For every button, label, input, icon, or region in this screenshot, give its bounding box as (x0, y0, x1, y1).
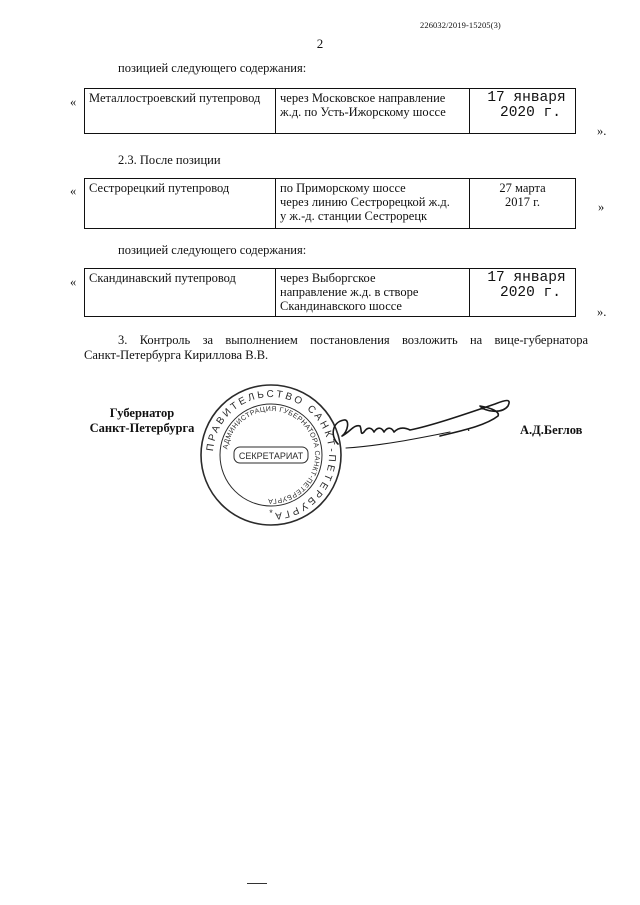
stamp-outer-text: ПРАВИТЕЛЬСТВО САНКТ-ПЕТЕРБУРГА (204, 388, 338, 522)
open-quote: « (70, 95, 77, 109)
paragraph-replacement-intro-2: позицией следующего содержания: (118, 243, 307, 257)
page-footer-line (247, 883, 267, 884)
object-name-cell: Скандинавский путепровод (85, 269, 276, 317)
close-quote: ». (597, 305, 607, 319)
position-table-3 (84, 268, 576, 317)
control-paragraph-line-2: Санкт-Петербурга Кириллова В.В. (84, 348, 269, 362)
document-number: 226032/2019-15205(3) (420, 20, 501, 30)
signatory-name: А.Д.Беглов (520, 423, 583, 437)
signature-dot: . (467, 419, 471, 434)
date-cell: 17 января 2020 г. (470, 89, 576, 134)
open-quote: « (70, 184, 77, 198)
close-quote: » (598, 200, 605, 214)
position-table-1 (84, 88, 576, 134)
object-name-cell: Металлостроевский путепровод (85, 89, 276, 134)
stamp-center-text: СЕКРЕТАРИАТ (238, 451, 304, 461)
position-table-2 (84, 178, 576, 229)
route-cell: через Выборгское направление ж.д. в створе Скандинавского шоссе (276, 269, 470, 317)
date-cell: 17 января 2020 г. (470, 269, 576, 317)
signatory-title: Губернатор Санкт-Петербурга (89, 406, 195, 435)
open-quote: « (70, 275, 77, 289)
close-quote: ». (597, 124, 607, 138)
object-name-cell: Сестрорецкий путепровод (85, 179, 276, 229)
date-cell: 27 марта 2017 г. (470, 179, 576, 229)
control-paragraph-line-1: 3. Контроль за выполнением постановления возложить на вице-губернатора (118, 333, 588, 347)
stamp-inner-text: АДМИНИСТРАЦИЯ ГУБЕРНАТОРА САНКТ-ПЕТЕРБУРГА (222, 405, 321, 505)
stamp-star-icon: * (269, 508, 273, 518)
paragraph-replacement-intro-1: позицией следующего содержания: (118, 61, 307, 75)
page-number: 2 (316, 36, 324, 51)
handwritten-signature (320, 386, 520, 462)
route-cell: через Московское направление ж.д. по Усть-Ижорскому шоссе (276, 89, 470, 134)
signature-underline (346, 432, 450, 448)
paragraph-after-position: 2.3. После позиции (118, 153, 221, 167)
route-cell: по Приморскому шоссе через линию Сестрорецкой ж.д. у ж.-д. станции Сестрорецк (276, 179, 470, 229)
